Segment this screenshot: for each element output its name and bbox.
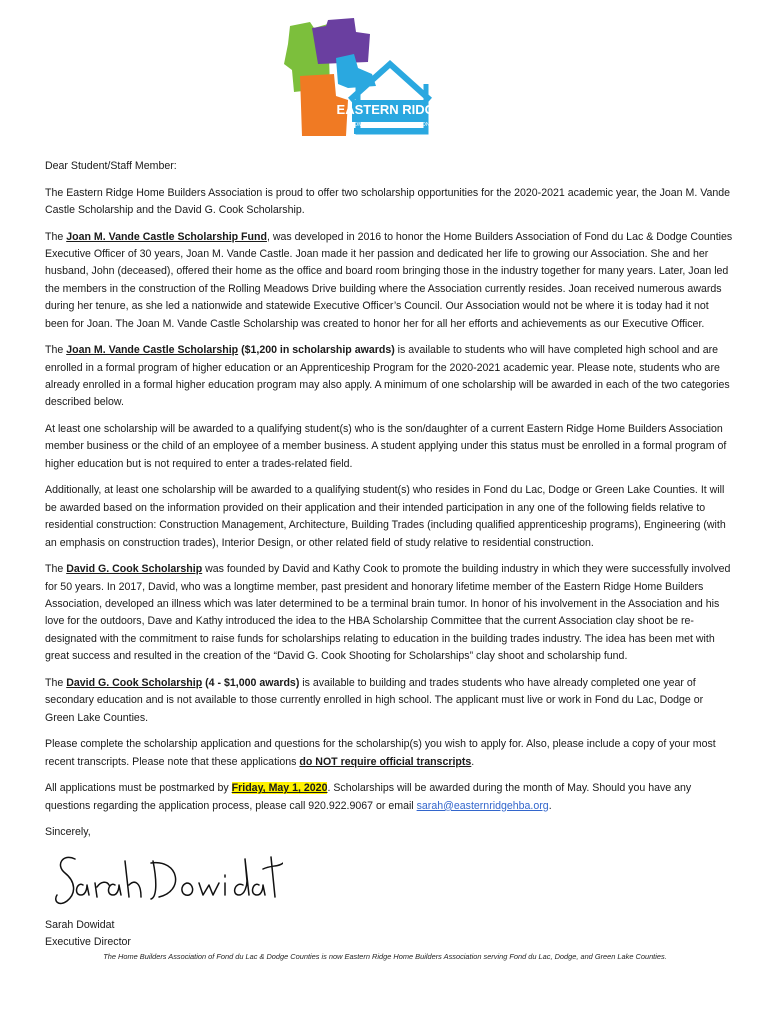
- vande-castle-fund-title: Joan M. Vande Castle Scholarship Fund: [66, 230, 267, 243]
- cook-scholarship-paragraph: [45, 675, 733, 727]
- logo-house-base: [354, 128, 428, 134]
- cook2-prefix: The: [45, 676, 67, 689]
- intro-paragraph: The Eastern Ridge Home Builders Association is proud to offer two scholarship opportunities for the 2020-2021 academic year, the Joan M. Vande Castle Scholarship and the David G. Cook Scholarship.: [45, 186, 731, 216]
- vande-castle-amount: ($1,200 in scholarship awards): [241, 344, 395, 357]
- deadline-paragraph: [45, 780, 733, 815]
- logo-text-line1: EASTERN RIDGE: [336, 102, 444, 117]
- signer-title: Executive Director: [45, 936, 131, 949]
- cook2-text: is available to building and trades students who have already completed one year of secondary education and is not available to those currently enrolled in high school. The applicant must live or work in Fond du Lac, Dodge or Green Lake Counties.: [45, 676, 704, 724]
- signer-block: [45, 917, 733, 952]
- footer-note: The Home Builders Association of Fond du Lac & Dodge Counties is now Eastern Ridge Home Builders Association serving Fond du Lac, Dodge, and Green Lake Counties.: [103, 952, 667, 961]
- vc-prefix: The: [45, 344, 67, 357]
- deadline-mid: . Scholarships will be awarded during the month of May. Should you have any questions regarding the application process, please call 920.922.9067 or email: [45, 782, 692, 812]
- deadline-prefix: All applications must be postmarked by: [45, 782, 232, 795]
- signer-name: Sarah Dowidat: [45, 918, 115, 931]
- cook-history-paragraph: [45, 561, 733, 665]
- fund-text: , was developed in 2016 to honor the Home Builders Association of Fond du Lac & Dodge Counties Executive Officer of 30 years, Joan M. Vande Castle. Joan made it her passion and dedicated her life to growing our Association. She and her husband, John (deceased), offered their home as the office and board room bringing those in the industry together for many years. Later, Joan led the members in the construction of the Rolling Meadows Drive building where the Association currently resides. Joan received numerous awards during her tenure, as she led a nationwide and statewide Executive Officer’s Council. Our Association would not be where it is today had it not been for Joan. The Joan M. Vande Castle Scholarship was created to honor her for all her efforts and achievements as our Executive Officer.: [45, 230, 733, 330]
- member-criteria-paragraph: At least one scholarship will be awarded to a qualifying student(s) who is the son/daughter of a current Eastern Ridge Home Builders Association member business or the child of an employee of a member business. A student applying under this status must be enrolled in a formal program of higher education but is not required to enter a trades-related field.: [45, 423, 727, 470]
- instructions-end: .: [471, 755, 475, 768]
- cook-prefix: The: [45, 563, 67, 576]
- cook-scholarship-title: David G. Cook Scholarship: [66, 563, 203, 576]
- transcripts-note: do NOT require official transcripts: [299, 755, 472, 768]
- instructions-text: Please complete the scholarship application and questions for the scholarship(s) you wish to apply for. Also, please include a copy of your most recent transcripts. Please note that these applications: [45, 738, 716, 768]
- deadline-end: .: [548, 799, 552, 812]
- logo-text-line2: HOME BUILDERS ASSOCIATION: [350, 122, 430, 128]
- cook-text: was founded by David and Kathy Cook to promote the building industry in which they were successfully involved for 50 years. In 2017, David, who was a longtime member, past president and honorary lifetime member of the Eastern Ridge Home Builders Association, developed an illness which was later determined to be a terminal brain tumor. In honor of his involvement in the Association and his love for the outdoors, Dave and Kathy introduced the idea to the HBA Scholarship Committee that the current Association clay shoot be re-designated with the commitment to raise funds for scholarships relating to education in the building trades industry. The idea has been met with great success and resulted in the creation of the “David G. Cook Shooting for Scholarships” clay shoot and scholarship fund.: [45, 563, 731, 663]
- county-criteria-paragraph: Additionally, at least one scholarship will be awarded to a qualifying student(s) who resides in Fond du Lac, Dodge or Green Lake Counties. It will be awarded based on the information provided on their application and their intended participation in any one of the following fields relative to residential construction: Construction Management, Architecture, Building Trades (including qualified apprenticeship programs), Engineering (with an emphasis on construction trades), Interior Design, or other related field of study relative to residential construction.: [45, 484, 726, 549]
- eastern-ridge-logo: [278, 14, 488, 144]
- instructions-paragraph: [45, 736, 733, 771]
- vande-castle-scholarship-paragraph: [45, 342, 733, 412]
- cook-amount: (4 - $1,000 awards): [205, 676, 300, 689]
- letter-body: [45, 158, 733, 952]
- vande-castle-scholarship-title: Joan M. Vande Castle Scholarship: [66, 344, 239, 357]
- email-link[interactable]: sarah@easternridgehba.org: [416, 799, 549, 812]
- closing: Sincerely,: [45, 826, 91, 839]
- vande-castle-fund-paragraph: [45, 229, 733, 333]
- handwritten-signature: [53, 851, 283, 917]
- salutation: Dear Student/Staff Member:: [45, 160, 177, 172]
- fund-prefix: The: [45, 230, 67, 243]
- cook-scholarship-title-2: David G. Cook Scholarship: [66, 676, 203, 689]
- deadline-date: Friday, May 1, 2020: [231, 782, 328, 795]
- vc-text: is available to students who will have completed high school and are enrolled in a formal program of higher education or an Apprenticeship Program for the 2020-2021 academic year. Please note, students who are already enrolled in a formal higher education program may also apply. A minimum of one scholarship will be awarded in each of the two categories described below.: [45, 344, 730, 409]
